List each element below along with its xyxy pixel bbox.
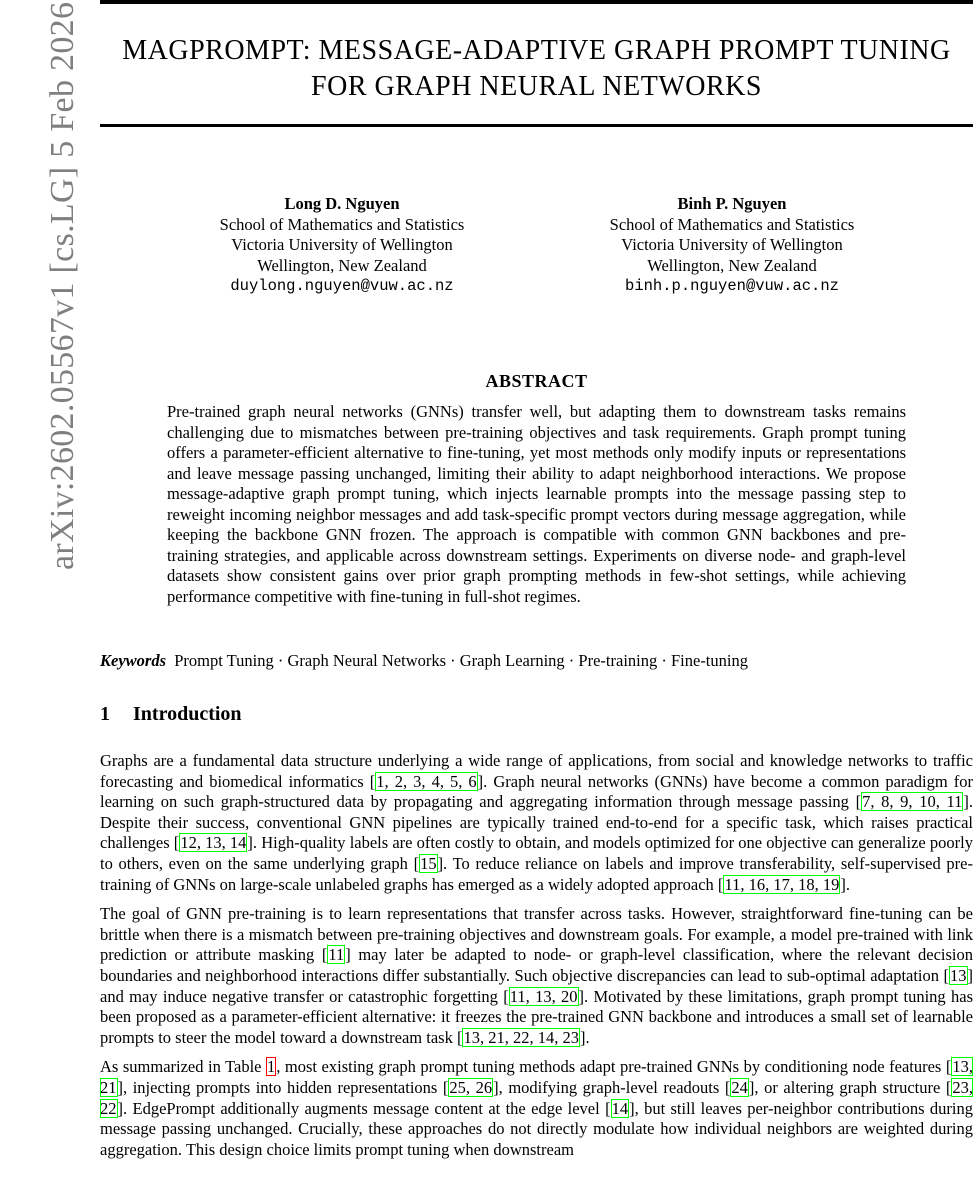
text-span: ]. Graph neural networks (GNNs) have become a common paradigm for learning on such graph-structured data by propagating and aggregating information through message passing [: [100, 771, 973, 812]
author-institution: Victoria University of Wellington: [231, 235, 453, 254]
text-span: ].: [840, 874, 850, 894]
keywords-label: Keywords: [100, 651, 166, 670]
author-affiliation: School of Mathematics and Statistics: [219, 214, 465, 234]
citation-link[interactable]: 15: [420, 853, 437, 873]
text-span: ]. Motivated by these limitations, graph prompt tuning has been proposed as a parameter-efficient alternative: it freezes the pre-trained GNN backbone and introduces a small set of learnable prompts to steer the model toward a downstream task [: [100, 986, 973, 1047]
text-span: As summarized in Table: [100, 1057, 267, 1077]
author-email[interactable]: duylong.nguyen@vuw.ac.nz: [230, 277, 454, 295]
text-span: The goal of GNN pre-training is to learn representations that transfer across tasks. However, straightforward fine-tuning can be brittle when there is a mismatch between pre-training objectives and downstream goals. For example, a model pre-trained with link prediction or attribute masking [: [100, 904, 973, 965]
text-span: ], or altering graph structure [: [748, 1077, 952, 1097]
citation-link[interactable]: 14: [611, 1098, 629, 1118]
author-block-1: [180, 194, 504, 297]
paragraph-2: [100, 904, 973, 1048]
paper-title: [100, 33, 973, 105]
title-line-1: MAGPROMPT: MESSAGE-ADAPTIVE GRAPH PROMPT TUNING: [122, 35, 951, 66]
author-email[interactable]: binh.p.nguyen@vuw.ac.nz: [625, 277, 839, 295]
keywords-text: Prompt Tuning · Graph Neural Networks · Graph Learning · Pre-training · Fine-tuning: [174, 651, 748, 670]
text-span: ]. High-quality labels are often costly to obtain, and models optimized for one objective can generalize poorly to others, even on the same underlying graph [: [100, 833, 973, 873]
arxiv-stamp: [0, 1, 81, 570]
citation-link[interactable]: 13: [950, 965, 967, 985]
citation-link[interactable]: 11, 16, 17, 18, 19: [724, 874, 840, 894]
author-block-2: [570, 194, 894, 297]
section-number: 1: [100, 703, 110, 725]
citation-link[interactable]: 25, 26: [449, 1077, 493, 1097]
text-span: ], but still leaves per-neighbor contributions during message passing unchanged. Crucially, these approaches do not directly modulate how individual neighbors are weighted during aggregation. This design choice limits prompt tuning when downstream: [100, 1098, 974, 1159]
section-title: Introduction: [133, 703, 242, 725]
author-location: Wellington, New Zealand: [257, 255, 427, 275]
text-span: ], modifying graph-level readouts [: [493, 1077, 731, 1097]
author-affiliation: School of Mathematics and Statistics: [609, 214, 855, 234]
citation-link[interactable]: 11: [328, 945, 345, 965]
paragraph-3: [100, 1057, 973, 1160]
paragraph-1: [100, 751, 973, 895]
text-span: ] may later be adapted to node- or graph-level classification, where the relevant decision boundaries and neighborhood interactions differ substantially. Such objective discrepancies can lead to sub-optimal adaptation [: [100, 945, 973, 985]
author-name: Binh P. Nguyen: [677, 194, 787, 213]
text-span: ], injecting prompts into hidden representations [: [117, 1077, 449, 1097]
introduction-body: [100, 751, 973, 1169]
text-span: ] and may induce negative transfer or catastrophic forgetting [: [100, 965, 973, 1006]
arxiv-stamp-text: arXiv:2602.05567v1 [cs.LG] 5 Feb 2026: [44, 1, 81, 570]
citation-link[interactable]: 12, 13, 14: [180, 833, 247, 853]
text-span: ].: [579, 1027, 590, 1047]
citation-link[interactable]: 11, 13, 20: [509, 986, 578, 1006]
citation-link[interactable]: 1, 2, 3, 4, 5, 6: [376, 771, 477, 791]
keywords-line: [100, 650, 973, 671]
abstract-text: Pre-trained graph neural networks (GNNs) transfer well, but adapting them to downstream tasks remains challenging due to mismatches between pre-training objectives and task requirements. Graph prompt tuning offers a parameter-efficient alternative to fine-tuning, yet most methods only modify inputs or representations and leave message passing unchanged, limiting their ability to adapt neighborhood interactions. We propose message-adaptive graph prompt tuning, which injects learnable prompts into the message passing step to reweight incoming neighbor messages and add task-specific prompt vectors during message aggregation, while keeping the backbone GNN frozen. The approach is compatible with common GNN backbones and pre-training strategies, and applicable across downstream settings. Experiments on diverse node- and graph-level datasets show consistent gains over prior graph prompting methods in few-shot settings, while achieving performance competitive with fine-tuning in full-shot regimes.: [167, 402, 906, 606]
text-span: ]. To reduce reliance on labels and improve transferability, self-supervised pre-training of GNNs on large-scale unlabeled graphs has emerged as a widely adopted approach [: [100, 853, 973, 894]
table-reference-link[interactable]: 1: [267, 1057, 276, 1077]
author-institution: Victoria University of Wellington: [621, 235, 843, 254]
author-location: Wellington, New Zealand: [647, 255, 817, 275]
title-line-2: FOR GRAPH NEURAL NETWORKS: [311, 71, 762, 102]
author-name: Long D. Nguyen: [284, 194, 400, 213]
abstract-heading: ABSTRACT: [485, 371, 588, 391]
text-span: ]. EdgePrompt additionally augments message content at the edge level [: [117, 1098, 611, 1118]
text-span: Graphs are a fundamental data structure underlying a wide range of applications, from social and knowledge networks to traffic forecasting and biomedical informatics [: [100, 751, 973, 791]
section-heading: [100, 703, 242, 726]
title-rule-top: [100, 0, 973, 4]
text-span: ]. Despite their success, conventional GNN pipelines are typically trained end-to-end for a specific task, which raises practical challenges [: [100, 792, 973, 853]
citation-link[interactable]: 24: [731, 1077, 748, 1097]
citation-link[interactable]: 7, 8, 9, 10, 11: [862, 792, 963, 812]
citation-link[interactable]: 13, 21: [100, 1057, 973, 1097]
citation-link[interactable]: 23, 22: [100, 1077, 974, 1118]
text-span: , most existing graph prompt tuning methods adapt pre-trained GNNs by conditioning node features [: [276, 1057, 952, 1077]
title-rule-bottom: [100, 124, 973, 127]
citation-link[interactable]: 13, 21, 22, 14, 23: [463, 1027, 579, 1047]
